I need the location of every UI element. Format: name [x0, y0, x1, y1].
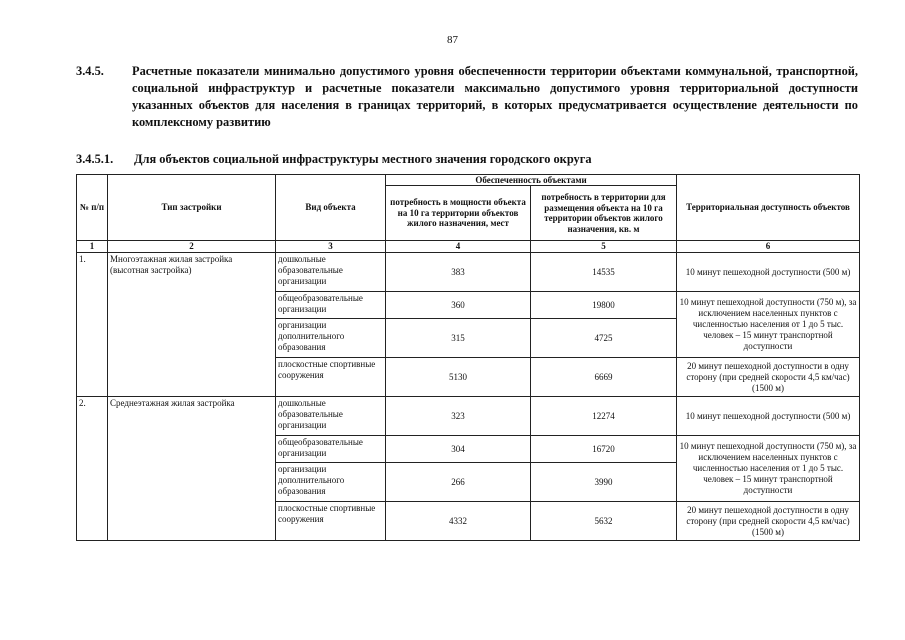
header-provision-group: Обеспеченность объектами: [386, 175, 677, 186]
area-cell: 12274: [531, 397, 677, 436]
section-number: 3.4.5.: [76, 64, 104, 78]
header-row-1: [77, 175, 860, 186]
capacity-cell: 315: [386, 319, 531, 358]
subsection-number: 3.4.5.1.: [76, 152, 114, 166]
capacity-cell: 383: [386, 253, 531, 292]
area-cell: 19800: [531, 292, 677, 319]
subsection-title: Для объектов социальной инфраструктуры местного значения городского округа: [134, 152, 592, 166]
accessibility-cell: 10 минут пешеходной доступности (500 м): [677, 397, 860, 436]
area-cell: 4725: [531, 319, 677, 358]
area-cell: 14535: [531, 253, 677, 292]
object-type-cell: дошкольные образовательные организации: [276, 253, 386, 292]
accessibility-cell: 10 минут пешеходной доступности (750 м), за исключением населенных пунктов с численностью населения от 1 до 5 тыс. человек – 15 минут транспортной доступности: [677, 292, 860, 358]
table-row: [77, 253, 860, 292]
accessibility-cell: 10 минут пешеходной доступности (750 м), за исключением населенных пунктов с численностью населения от 1 до 5 тыс. человек – 15 минут транспортной доступности: [677, 436, 860, 502]
column-number: 3: [276, 241, 386, 253]
capacity-cell: 304: [386, 436, 531, 463]
capacity-cell: 266: [386, 463, 531, 502]
column-number: 4: [386, 241, 531, 253]
object-type-cell: плоскостные спортивные сооружения: [276, 358, 386, 397]
section-heading: [76, 63, 858, 131]
social-infrastructure-table: [76, 174, 860, 541]
accessibility-cell: 20 минут пешеходной доступности в одну сторону (при средней скорости 4,5 км/час) (1500 м): [677, 502, 860, 541]
page-number: 87: [447, 34, 458, 46]
header-area: потребность в территории для размещения объекта на 10 га территории объектов жилого назначения, кв. м: [531, 186, 677, 241]
capacity-cell: 5130: [386, 358, 531, 397]
area-cell: 6669: [531, 358, 677, 397]
header-object-type: Вид объекта: [276, 175, 386, 241]
header-building-type: Тип застройки: [108, 175, 276, 241]
area-cell: 3990: [531, 463, 677, 502]
capacity-cell: 4332: [386, 502, 531, 541]
subsection-heading: [76, 151, 858, 167]
building-type-cell: Среднеэтажная жилая застройка: [108, 397, 276, 541]
section-title: Расчетные показатели минимально допустимого уровня обеспеченности территории объектами коммунальной, транспортной, социальной инфраструктур и расчетные показатели максимально допустимого уровня территориальной доступности указанных объектов для населения в границах территорий, в которых предусматривается осуществление деятельности по комплексному развитию: [132, 64, 858, 129]
object-type-cell: организации дополнительного образования: [276, 463, 386, 502]
capacity-cell: 360: [386, 292, 531, 319]
building-type-cell: Многоэтажная жилая застройка (высотная застройка): [108, 253, 276, 397]
column-number: 2: [108, 241, 276, 253]
table-row: [77, 397, 860, 436]
object-type-cell: плоскостные спортивные сооружения: [276, 502, 386, 541]
header-capacity: потребность в мощности объекта на 10 га территории объектов жилого назначения, мест: [386, 186, 531, 241]
area-cell: 5632: [531, 502, 677, 541]
object-type-cell: общеобразовательные организации: [276, 436, 386, 463]
row-number: 1.: [77, 253, 108, 397]
accessibility-cell: 20 минут пешеходной доступности в одну сторону (при средней скорости 4,5 км/час) (1500 м): [677, 358, 860, 397]
header-num: № п/п: [77, 175, 108, 241]
area-cell: 16720: [531, 436, 677, 463]
object-type-cell: дошкольные образовательные организации: [276, 397, 386, 436]
object-type-cell: общеобразовательные организации: [276, 292, 386, 319]
accessibility-cell: 10 минут пешеходной доступности (500 м): [677, 253, 860, 292]
column-number: 6: [677, 241, 860, 253]
column-number: 5: [531, 241, 677, 253]
capacity-cell: 323: [386, 397, 531, 436]
object-type-cell: организации дополнительного образования: [276, 319, 386, 358]
column-number: 1: [77, 241, 108, 253]
header-accessibility: Территориальная доступность объектов: [677, 175, 860, 241]
row-number: 2.: [77, 397, 108, 541]
column-numbers-row: [77, 241, 860, 253]
